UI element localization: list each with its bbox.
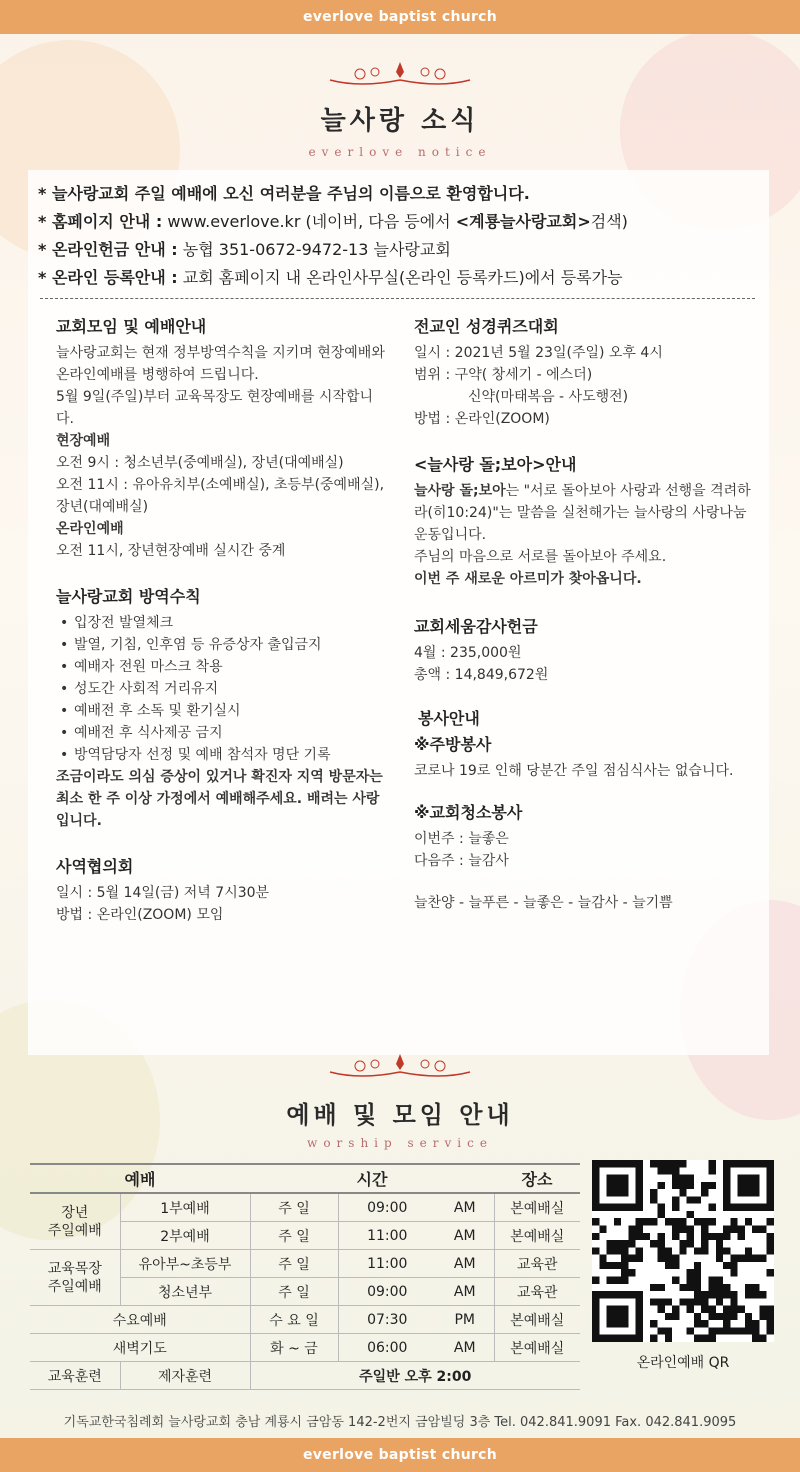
quiz-block <box>414 316 754 430</box>
rules-warning: 조금이라도 의심 증상이 있거나 확진자 지역 방문자는 최소 한 주 이상 가정에서 예배해주세요. 배려는 사랑입니다. <box>56 769 383 829</box>
list-item-sub: • 발열, 기침, 인후염 등 유증상자 출입금지 <box>56 634 386 656</box>
meeting-title: 교회모임 및 예배안내 <box>56 317 207 336</box>
quiz-line: 방법 : 온라인(ZOOM) <box>414 411 550 427</box>
worship-title: 예배 및 모임 안내 <box>286 1101 514 1129</box>
left-column <box>56 316 386 944</box>
header-cell: 장소 <box>494 1164 580 1193</box>
bora-text: 이번 주 새로운 아르미가 찾아옵니다. <box>414 571 642 587</box>
list-item: • 방역담당자 선정 및 예배 참석자 명단 기록 <box>56 744 386 766</box>
quiz-line: 신약(마태복음 - 사도행전) <box>468 389 629 405</box>
list-item: • 예배자 전원 마스크 착용 <box>56 656 386 678</box>
place-cell: 본예배실 <box>494 1334 580 1362</box>
time-cell: 09:00 <box>338 1193 436 1222</box>
offering-line: 4월 : 235,000원 <box>414 645 522 661</box>
header-cell: 시간 <box>250 1164 494 1193</box>
ampm-cell: AM <box>436 1278 494 1306</box>
day-cell: 주 일 <box>250 1193 338 1222</box>
onsite-title: 현장예배 <box>56 433 111 449</box>
notice-title: 늘사랑 소식 <box>320 106 480 136</box>
ampm-cell: AM <box>436 1334 494 1362</box>
ampm-cell: AM <box>436 1222 494 1250</box>
table-row <box>30 1306 580 1334</box>
place-cell: 본예배실 <box>494 1306 580 1334</box>
day-cell: 화 ~ 금 <box>250 1334 338 1362</box>
footer-address: 기독교한국침례회 늘사랑교회 충남 계룡시 금암동 142-2번지 금암빌딩 3층 Tel. 042.841.9091 Fax. 042.841.9095 <box>63 1415 737 1430</box>
onsite-line: 오전 9시 : 청소년부(중예배실), 장년(대예배실) <box>56 455 344 471</box>
worship-subtitle: worship service <box>307 1136 493 1150</box>
online-line: 오전 11시, 장년현장예배 실시간 중계 <box>56 543 286 559</box>
service-title: 봉사안내 <box>418 709 480 728</box>
table-row <box>30 1334 580 1362</box>
notice-offering: * 온라인헌금 안내 : 농협 351-0672-9472-13 늘사랑교회 <box>38 240 451 259</box>
kitchen-title: ※주방봉사 <box>414 735 492 754</box>
footer-band: everlove baptist church <box>0 1438 800 1472</box>
table-row <box>30 1362 580 1390</box>
ampm-cell: PM <box>436 1306 494 1334</box>
onsite-line: 오전 11시 : 유아유치부(소예배실), 초등부(중예배실), 장년(대예배실) <box>56 477 385 515</box>
ampm-cell: AM <box>436 1250 494 1278</box>
table-row <box>30 1193 580 1222</box>
day-cell: 주 일 <box>250 1278 338 1306</box>
notice-registration: * 온라인 등록안내 : 교회 홈페이지 내 온라인사무실(온라인 등록카드)에서 등록가능 <box>38 268 623 287</box>
time-cell: 06:00 <box>338 1334 436 1362</box>
worship-table <box>30 1163 580 1390</box>
place-cell: 본예배실 <box>494 1222 580 1250</box>
notice-welcome: * 늘사랑교회 주일 예배에 오신 여러분을 주님의 이름으로 환영합니다. <box>38 184 530 203</box>
time-cell: 주일반 오후 2:00 <box>250 1362 580 1390</box>
group-cell: 장년 주일예배 <box>30 1193 120 1250</box>
time-cell: 07:30 <box>338 1306 436 1334</box>
clean-title: ※교회청소봉사 <box>414 803 523 822</box>
notice-list <box>38 180 758 292</box>
place-cell: 본예배실 <box>494 1193 580 1222</box>
bora-text: 주님의 마음으로 서로를 돌아보아 주세요. <box>414 549 667 565</box>
rules-title: 늘사랑교회 방역수칙 <box>56 587 201 606</box>
quiz-line: 범위 : 구약( 창세기 - 에스더) <box>414 367 593 383</box>
council-block <box>56 856 386 926</box>
rules-list <box>56 612 386 766</box>
offering-block <box>414 616 754 686</box>
list-item: • 예배전 후 식사제공 금지 <box>56 722 386 744</box>
group-cell: 교육목장 주일예배 <box>30 1250 120 1306</box>
quiz-line: 일시 : 2021년 5월 23일(주일) 오후 4시 <box>414 345 663 361</box>
table-row <box>30 1250 580 1278</box>
clean-line: 이번주 : 늘좋은 <box>414 831 509 847</box>
list-item: • 예배전 후 소독 및 환기실시 <box>56 700 386 722</box>
table-header-row <box>30 1164 580 1193</box>
header-band: everlove baptist church <box>0 0 800 34</box>
meeting-block <box>56 316 386 562</box>
rotation-text: 늘찬양 - 늘푸른 - 늘좋은 - 늘감사 - 늘기쁨 <box>414 895 673 911</box>
group-cell: 교육훈련 <box>30 1362 120 1390</box>
rules-block <box>56 586 386 832</box>
right-column <box>414 316 754 932</box>
name-cell: 1부예배 <box>120 1193 250 1222</box>
time-cell: 11:00 <box>338 1222 436 1250</box>
divider <box>40 298 755 299</box>
name-cell: 수요예배 <box>30 1306 250 1334</box>
online-title: 온라인예배 <box>56 521 124 537</box>
name-cell: 제자훈련 <box>120 1362 250 1390</box>
qr-label: 온라인예배 QR <box>636 1355 730 1371</box>
name-cell: 2부예배 <box>120 1222 250 1250</box>
day-cell: 주 일 <box>250 1250 338 1278</box>
notice-homepage: * 홈페이지 안내 : www.everlove.kr (네이버, 다음 등에서 <계룡늘사랑교회>검색) <box>38 212 628 231</box>
list-item: • 입장전 발열체크 <box>56 612 386 634</box>
bora-text: 늘사랑 돌;보아는 "서로 돌아보아 사랑과 선행을 격려하라(히10:24)"는 말씀을 실천해가는 늘사랑의 사랑나눔운동입니다. <box>414 483 751 543</box>
ornament-icon <box>0 1050 800 1088</box>
name-cell: 청소년부 <box>120 1278 250 1306</box>
day-cell: 주 일 <box>250 1222 338 1250</box>
service-block <box>414 708 754 914</box>
header-cell: 예배 <box>30 1164 250 1193</box>
council-line: 방법 : 온라인(ZOOM) 모임 <box>56 907 224 923</box>
notice-subtitle: everlove notice <box>308 145 492 159</box>
meeting-intro: 늘사랑교회는 현재 정부방역수칙을 지키며 현장예배와 온라인예배를 병행하여 드립니다. <box>56 345 385 383</box>
quiz-title: 전교인 성경퀴즈대회 <box>414 317 559 336</box>
name-cell: 유아부~초등부 <box>120 1250 250 1278</box>
council-title: 사역협의회 <box>56 857 134 876</box>
kitchen-text: 코로나 19로 인해 당분간 주일 점심식사는 없습니다. <box>414 763 734 779</box>
clean-line: 다음주 : 늘감사 <box>414 853 509 869</box>
offering-line: 총액 : 14,849,672원 <box>414 667 549 683</box>
time-cell: 09:00 <box>338 1278 436 1306</box>
list-item: • 성도간 사회적 거리유지 <box>56 678 386 700</box>
meeting-intro2: 5월 9일(주일)부터 교육목장도 현장예배를 시작합니다. <box>56 389 374 427</box>
place-cell: 교육관 <box>494 1250 580 1278</box>
ampm-cell: AM <box>436 1193 494 1222</box>
bora-title: <늘사랑 돌;보아>안내 <box>414 455 577 474</box>
time-cell: 11:00 <box>338 1250 436 1278</box>
offering-title: 교회세움감사헌금 <box>414 617 538 636</box>
place-cell: 교육관 <box>494 1278 580 1306</box>
council-line: 일시 : 5월 14일(금) 저녁 7시30분 <box>56 885 270 901</box>
bora-block <box>414 454 754 590</box>
day-cell: 수 요 일 <box>250 1306 338 1334</box>
name-cell: 새벽기도 <box>30 1334 250 1362</box>
ornament-icon <box>0 58 800 96</box>
qr-code-icon[interactable] <box>592 1160 774 1342</box>
